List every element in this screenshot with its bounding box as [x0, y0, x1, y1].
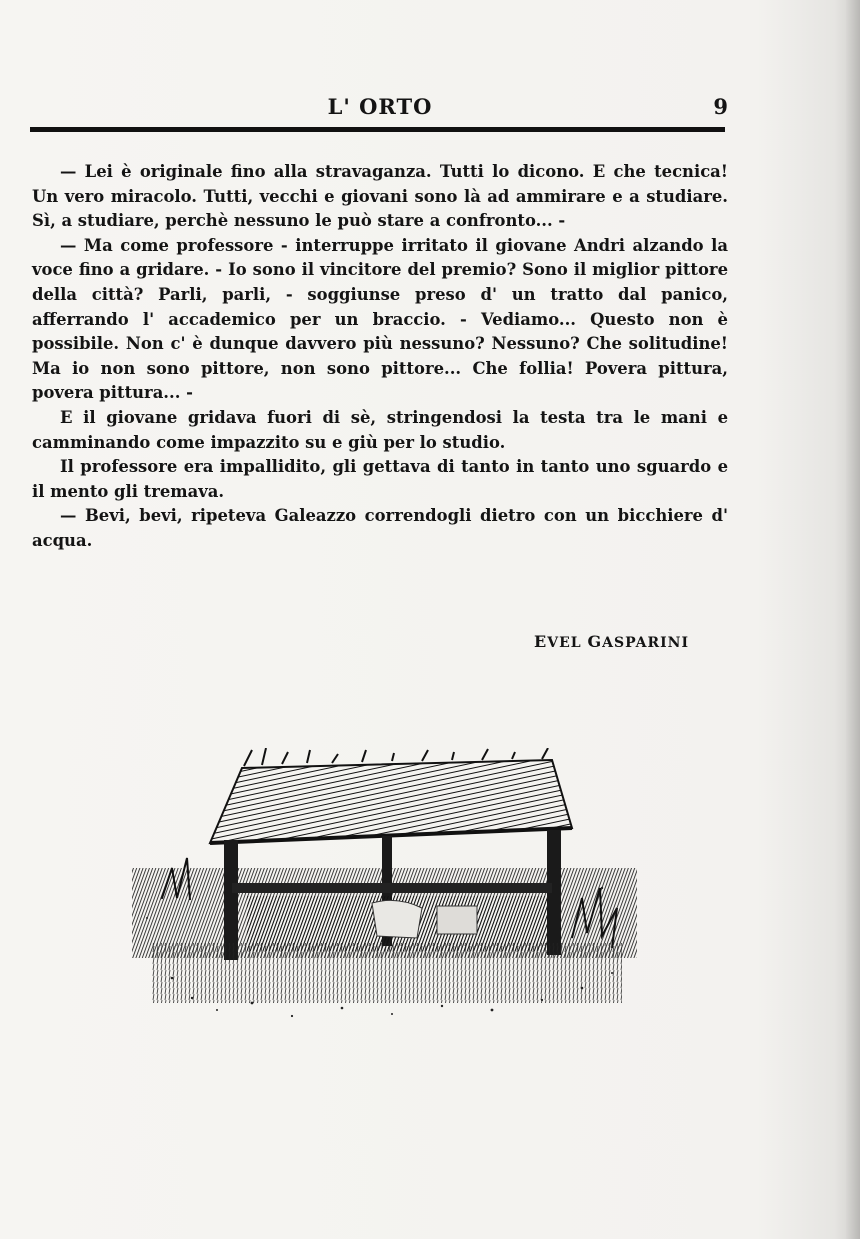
signature-first-initial: E [534, 632, 548, 651]
paragraph-1: — Lei è originale fino alla stravaganza. Tutti lo dicono. E che tecnica! Un vero miracolo. Tutti, vecchi e giovani sono là ad ammirare e a studiare. Sì, a studiare, perchè nessuno le può stare a confronto... - [32, 162, 728, 231]
header-title: L' ORTO [327, 94, 433, 119]
page-number: 9 [713, 94, 728, 119]
signature-last-rest: ASPARINI [602, 635, 690, 651]
signature-first-rest: VEL [547, 635, 582, 651]
author-signature [534, 632, 689, 651]
paragraph-5: — Bevi, bevi, ripeteva Galeazzo correndogli dietro con un bicchiere d' acqua. [32, 506, 728, 550]
page-gutter-shadow [846, 0, 860, 1239]
paragraph-4: Il professore era impallidito, gli gettava di tanto in tanto uno sguardo e il mento gli tremava. [32, 457, 728, 501]
paragraph-2: — Ma come professore - interruppe irritato il giovane Andri alzando la voce fino a gridare. - Io sono il vincitore del premio? Sono il miglior pittore della città? Parli, parli, - soggiunse preso d' un tratto dal panico, afferrando l' accademico per un braccio. - Vediamo... Questo non è possibile. Non c' è dunque davvero più nessuno? Nessuno? Che solitudine! Ma io non sono pittore, non sono pittore... Che follia! Povera pittura, povera pittura... - [32, 235, 728, 403]
article-body [32, 160, 728, 554]
running-header [30, 94, 730, 122]
header-rule [30, 127, 725, 132]
shed-illustration [132, 748, 637, 1030]
signature-last-initial: G [587, 632, 603, 651]
paragraph-3: E il giovane gridava fuori di sè, stringendosi la testa tra le mani e camminando come impazzito su e giù per lo studio. [32, 407, 728, 452]
